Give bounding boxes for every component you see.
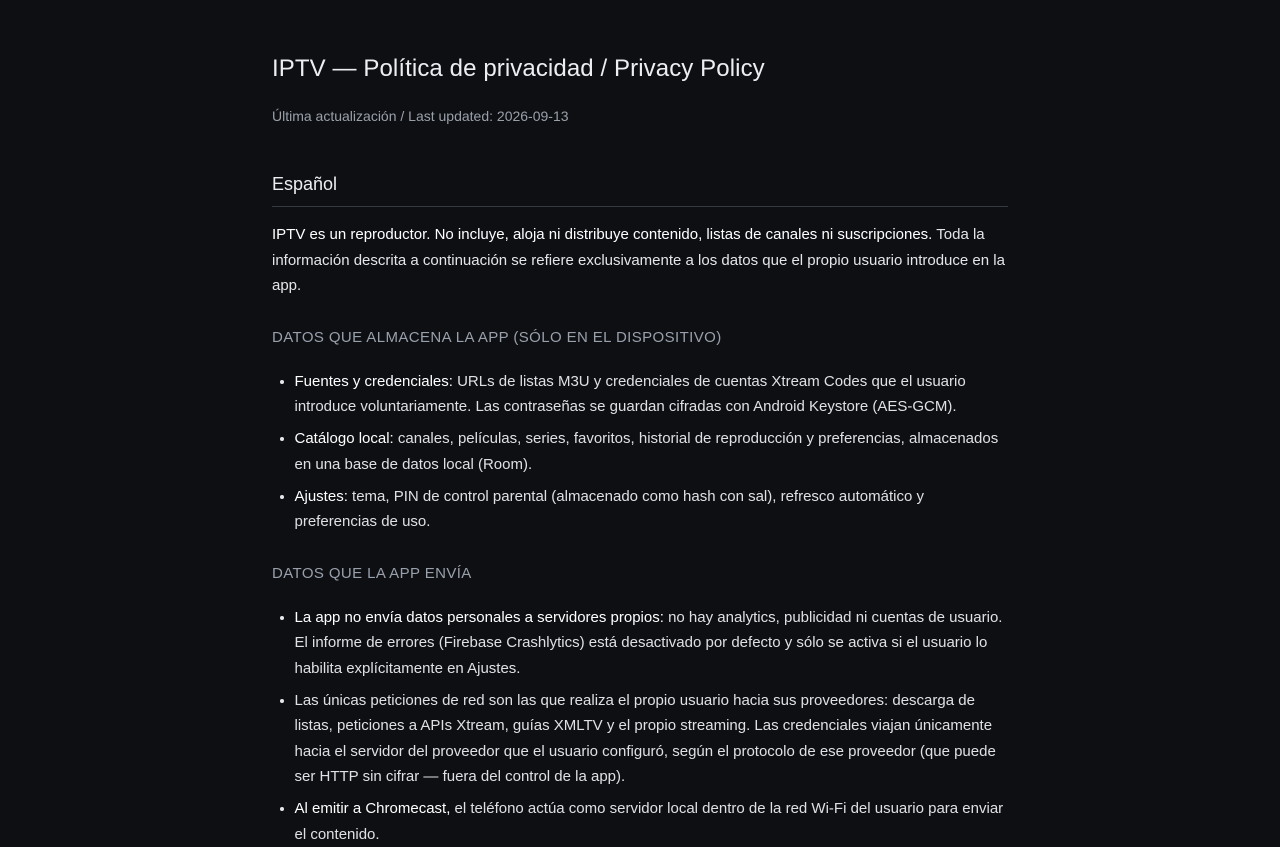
list-item: [295, 688, 1009, 790]
list-item-lead: La app no envía datos personales a servidores propios:: [295, 609, 664, 626]
list-item-text: canales, películas, series, favoritos, historial de reproducción y preferencias, almacenados en una base de datos local (Room).: [295, 430, 999, 473]
list-item-text: tema, PIN de control parental (almacenado como hash con sal), refresco automático y preferencias de uso.: [295, 488, 924, 531]
list-item-text: Las únicas peticiones de red son las que realiza el propio usuario hacia sus proveedores: descarga de listas, peticiones a APIs Xtream, guías XMLTV y el propio streaming. Las credenciales viajan únicamente hacia el servidor del proveedor que el usuario configuró, según el protocolo de ese proveedor (que puede ser HTTP sin cifrar — fuera del control de la app).: [295, 692, 996, 786]
section-heading-spanish: Español: [272, 172, 1008, 207]
list-item-lead: Fuentes y credenciales:: [295, 373, 453, 390]
subheading-stored-data: DATOS QUE ALMACENA LA APP (SÓLO EN EL DISPOSITIVO): [272, 328, 1008, 348]
privacy-policy-page: [272, 0, 1008, 847]
intro-paragraph: [272, 222, 1008, 299]
list-item-text: el teléfono actúa como servidor local dentro de la red Wi-Fi del usuario para enviar el contenido.: [295, 800, 1004, 843]
list-item: [295, 369, 1009, 420]
page-title: IPTV — Política de privacidad / Privacy Policy: [272, 54, 1008, 84]
last-updated-text: Última actualización / Last updated: 2026-09-13: [272, 107, 1008, 125]
intro-strong-text: IPTV es un reproductor. No incluye, aloja ni distribuye contenido, listas de canales ni suscripciones.: [272, 226, 932, 243]
subheading-sent-data: DATOS QUE LA APP ENVÍA: [272, 564, 1008, 584]
list-item-lead: Al emitir a Chromecast,: [295, 800, 451, 817]
list-item: [295, 484, 1009, 535]
intro-rest-text: Toda la información descrita a continuación se refiere exclusivamente a los datos que el propio usuario introduce en la app.: [272, 226, 1005, 294]
list-item: [295, 605, 1009, 682]
stored-data-list: [272, 369, 1008, 535]
list-item: [295, 796, 1009, 847]
list-item-text: no hay analytics, publicidad ni cuentas de usuario. El informe de errores (Firebase Crashlytics) está desactivado por defecto y sólo se activa si el usuario lo habilita explícitamente en Ajustes.: [295, 609, 1003, 677]
list-item-lead: Ajustes:: [295, 488, 348, 505]
list-item-lead: Catálogo local:: [295, 430, 394, 447]
list-item: [295, 426, 1009, 477]
sent-data-list: [272, 605, 1008, 847]
list-item-text: URLs de listas M3U y credenciales de cuentas Xtream Codes que el usuario introduce voluntariamente. Las contraseñas se guardan cifradas con Android Keystore (AES-GCM).: [295, 373, 966, 416]
